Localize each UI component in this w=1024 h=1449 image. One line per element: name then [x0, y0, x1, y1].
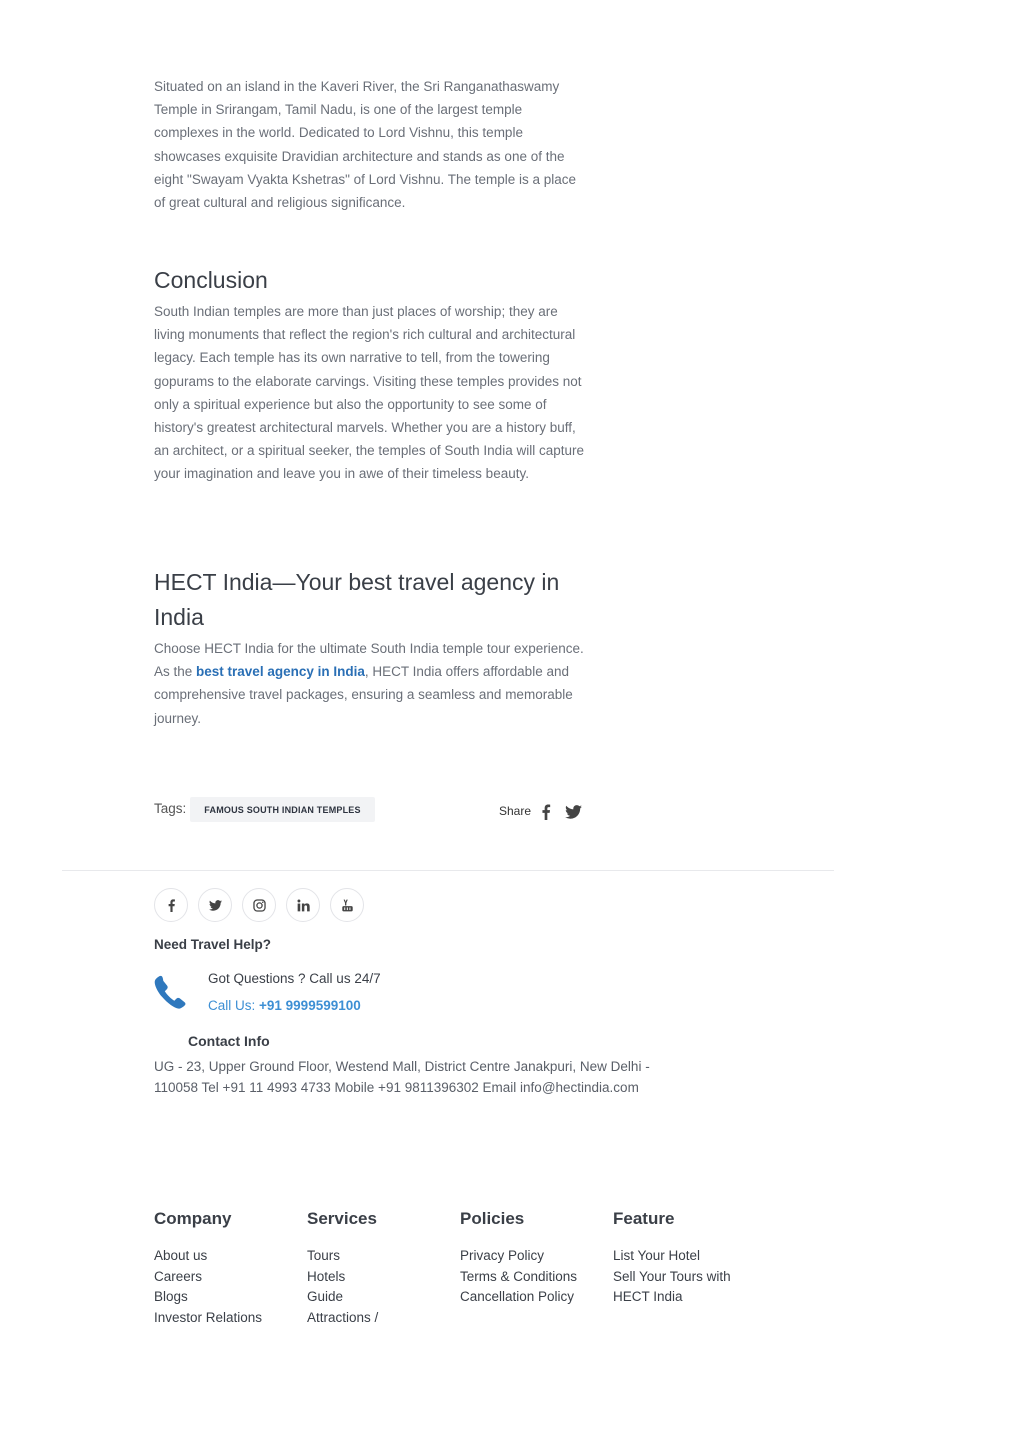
- footer-link[interactable]: Cancellation Policy: [460, 1289, 575, 1304]
- call-us-label: Call Us:: [208, 998, 260, 1013]
- hect-section: [154, 565, 590, 730]
- hect-paragraph: [154, 637, 590, 730]
- footer-link[interactable]: Blogs: [154, 1289, 188, 1304]
- twitter-icon[interactable]: [198, 888, 232, 922]
- footer-divider: [62, 870, 834, 871]
- footer-link[interactable]: About us: [154, 1248, 208, 1263]
- footer-link[interactable]: Sell Your Tours with HECT India: [613, 1268, 731, 1304]
- hect-heading: HECT India—Your best travel agency in India: [154, 569, 560, 630]
- youtube-icon[interactable]: [330, 888, 364, 922]
- hect-text-before: Choose HECT India for the ultimate South India temple tour experience. As the: [154, 641, 584, 680]
- footer-column-company: [154, 1208, 304, 1328]
- footer-column-services: [307, 1208, 457, 1328]
- call-us-line: [208, 998, 361, 1013]
- footer-link[interactable]: List Your Hotel: [613, 1248, 701, 1263]
- footer-link[interactable]: Investor Relations: [154, 1309, 263, 1325]
- footer-link[interactable]: Privacy Policy: [460, 1248, 545, 1263]
- footer-link[interactable]: Careers: [154, 1268, 203, 1284]
- contact-address: UG - 23, Upper Ground Floor, Westend Mall, District Centre Janakpuri, New Delhi - 110058 Tel +91 11 4993 4733 Mobile +91 9811396302 Email info@hectindia.com: [154, 1059, 650, 1095]
- phone-number-link[interactable]: +91 9999599100: [259, 998, 361, 1013]
- conclusion-section: [154, 263, 590, 486]
- footer-column-title: Feature: [613, 1209, 675, 1228]
- tag-famous-south-indian-temples[interactable]: FAMOUS SOUTH INDIAN TEMPLES: [190, 797, 375, 822]
- footer-column-title: Policies: [460, 1209, 525, 1228]
- conclusion-heading: Conclusion: [154, 267, 268, 293]
- need-travel-help-title: Need Travel Help?: [154, 937, 272, 952]
- share-facebook-icon[interactable]: [539, 804, 553, 820]
- share-label: Share: [499, 804, 532, 818]
- hect-text-after: , HECT India offers affordable and comprehensive travel packages, ensuring a seamless and memorable journey.: [154, 664, 573, 726]
- footer-link[interactable]: Hotels: [307, 1268, 346, 1284]
- contact-info-title: Contact Info: [188, 1033, 270, 1049]
- footer-column-policies: [460, 1208, 610, 1308]
- footer-column-title: Company: [154, 1209, 232, 1228]
- got-questions-text: Got Questions ? Call us 24/7: [208, 971, 381, 986]
- footer-link[interactable]: Terms & Conditions: [460, 1268, 578, 1284]
- linkedin-icon[interactable]: [286, 888, 320, 922]
- footer-column-title: Services: [307, 1209, 377, 1228]
- footer-link[interactable]: Tours: [307, 1248, 341, 1263]
- footer-link[interactable]: Guide: [307, 1289, 344, 1304]
- footer-link[interactable]: Attractions /: [307, 1309, 379, 1325]
- facebook-icon[interactable]: [154, 888, 188, 922]
- intro-section: [154, 75, 590, 214]
- phone-icon: [152, 974, 190, 1012]
- footer-column-feature: [613, 1208, 753, 1308]
- intro-paragraph: Situated on an island in the Kaveri River, the Sri Ranganathaswamy Temple in Srirangam, Tamil Nadu, is one of the largest temple complexes in the world. Dedicated to Lord Vishnu, this temple showcases exquisite Dravidian architecture and stands as one of the eight "Swayam Vyakta Kshetras" of Lord Vishnu. The temple is a place of great cultural and religious significance.: [154, 79, 577, 211]
- tags-label: Tags:: [154, 801, 187, 816]
- instagram-icon[interactable]: [242, 888, 276, 922]
- best-travel-agency-link[interactable]: best travel agency in India: [196, 664, 365, 680]
- share-twitter-icon[interactable]: [565, 805, 582, 819]
- conclusion-paragraph: South Indian temples are more than just places of worship; they are living monuments that reflect the region's rich cultural and architectural legacy. Each temple has its own narrative to tell, from the towering gopurams to the elaborate carvings. Visiting these temples provides not only a spiritual experience but also the opportunity to see some of history's greatest architectural marvels. Whether you are a history buff, an architect, or a spiritual seeker, the temples of South India will capture your imagination and leave you in awe of their timeless beauty.: [154, 304, 584, 482]
- tags-row: [154, 796, 590, 826]
